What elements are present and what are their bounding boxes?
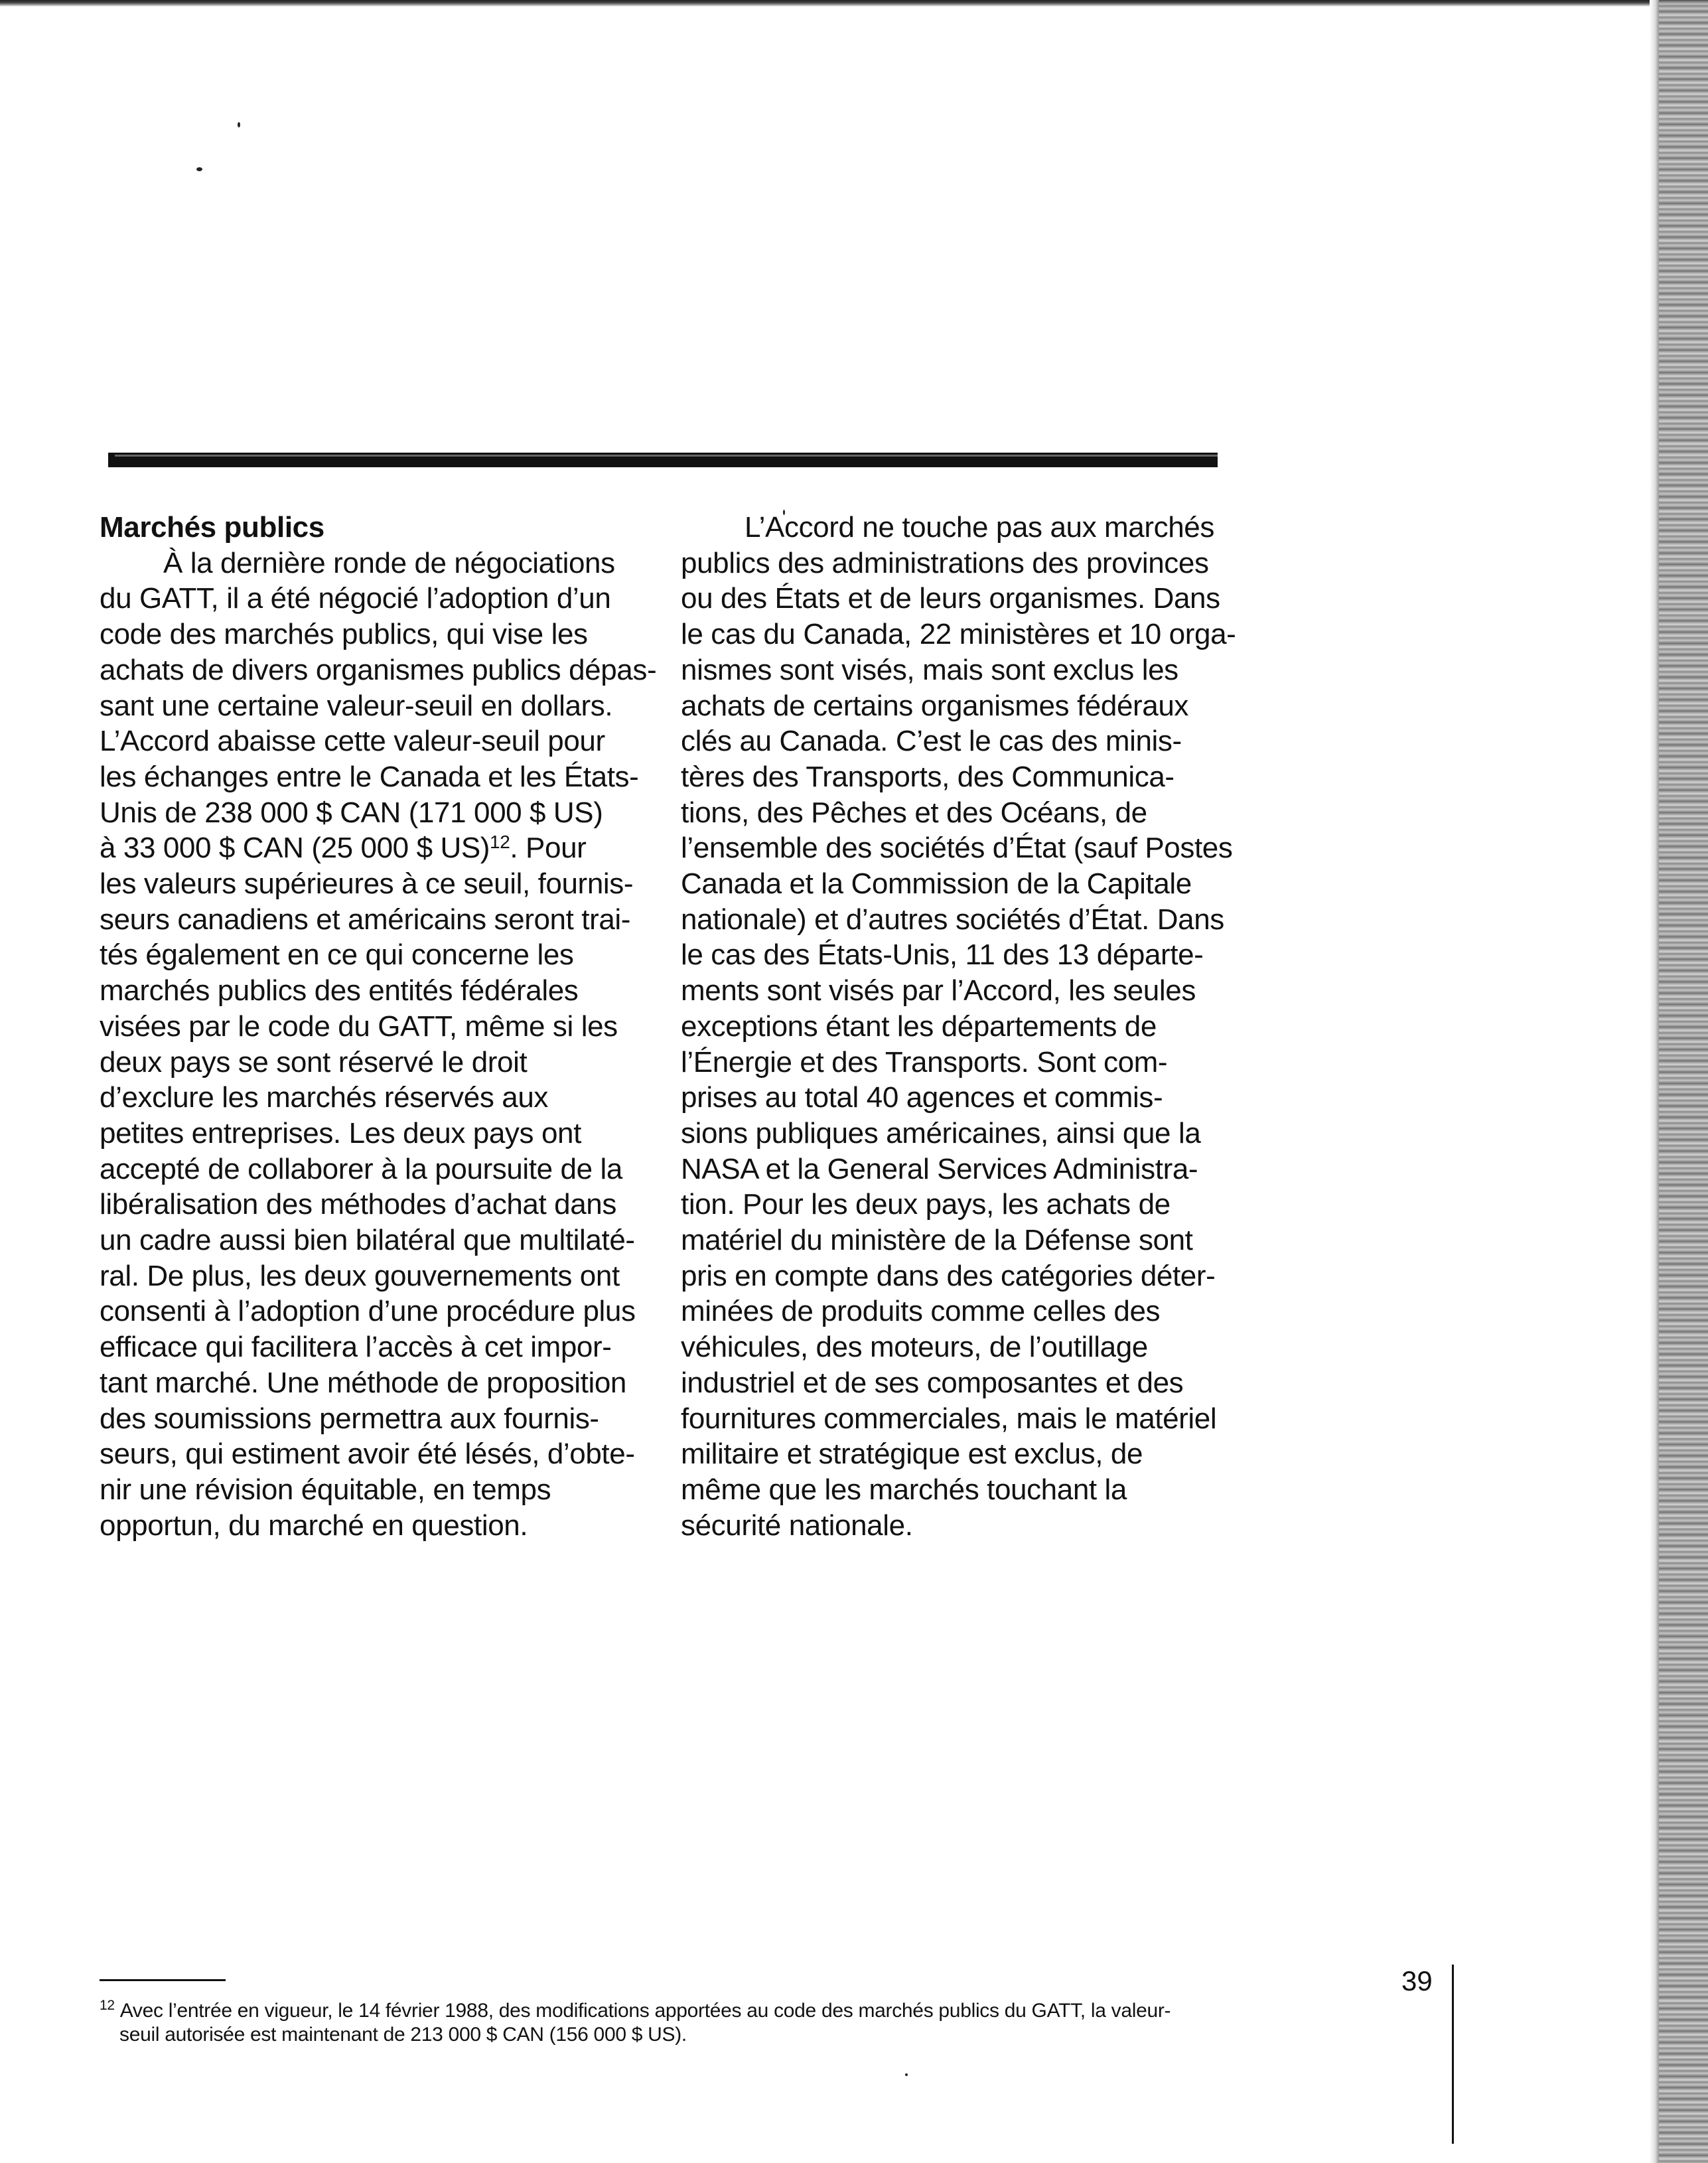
page-number: 39 — [1401, 1965, 1433, 1996]
header-rule — [108, 453, 1218, 467]
text-line-with-footnote-ref — [100, 830, 650, 866]
text-line: consenti à l’adoption d’une procédure plus — [100, 1295, 636, 1328]
text-line: minées de produits comme celles des — [681, 1295, 1161, 1328]
text-line: militaire et stratégique est exclus, de — [681, 1438, 1143, 1471]
scan-binding-edge — [1659, 0, 1708, 2163]
text-line: sant une certaine valeur-seuil en dollars. — [100, 689, 613, 722]
text-line: tion. Pour les deux pays, les achats de — [681, 1188, 1171, 1221]
text-line: véhicules, des moteurs, de l’outillage — [681, 1331, 1148, 1364]
footnote-ref: 12 — [490, 832, 510, 853]
text-line: prises au total 40 agences et commis- — [681, 1081, 1163, 1114]
text-line: achats de certains organismes fédéraux — [681, 689, 1189, 722]
text-line: pris en compte dans des catégories déter- — [681, 1259, 1216, 1292]
text-line: Canada et la Commission de la Capitale — [681, 867, 1192, 901]
text-line: seurs, qui estiment avoir été lésés, d’obte- — [100, 1438, 635, 1471]
text-line: L’Accord ne touche pas aux marchés — [745, 511, 1214, 544]
text-line: le cas du Canada, 22 ministères et 10 orga- — [681, 618, 1236, 651]
text-line: sions publiques américaines, ainsi que la — [681, 1116, 1201, 1150]
text-line: le cas des États-Unis, 11 des 13 départe- — [681, 938, 1204, 972]
text-line: clés au Canada. C’est le cas des minis- — [681, 725, 1182, 758]
scan-page-shadow — [1650, 0, 1659, 2163]
text-line: marchés publics des entités fédérales — [100, 974, 579, 1007]
text-line: ments sont visés par l’Accord, les seules — [681, 974, 1196, 1007]
text-line: exceptions étant les départements de — [681, 1009, 1157, 1043]
text-line: petites entreprises. Les deux pays ont — [100, 1116, 581, 1150]
text-line: seurs canadiens et américains seront trai- — [100, 903, 631, 936]
text-line: visées par le code du GATT, même si les — [100, 1009, 618, 1043]
text-line: publics des administrations des provinces — [681, 546, 1209, 579]
footnote-number: 12 — [100, 1998, 115, 2013]
text-line: tés également en ce qui concerne les — [100, 938, 574, 972]
footnote — [100, 1999, 1228, 2047]
text-line: un cadre aussi bien bilatéral que multilaté- — [100, 1224, 635, 1257]
footnote-text: Avec l’entrée en vigueur, le 14 février 1988, des modifications apportées au code des marchés publics du GATT, la valeur- — [119, 2000, 1171, 2022]
text-line: tant marché. Une méthode de proposition — [100, 1366, 626, 1399]
text-line: deux pays se sont réservé le droit — [100, 1045, 528, 1079]
text-line: accepté de collaborer à la poursuite de la — [100, 1152, 622, 1185]
left-column — [100, 510, 657, 1543]
right-column — [681, 510, 1236, 1543]
text-line: achats de divers organismes publics dépas- — [100, 653, 657, 686]
text-line: ral. De plus, les deux gouvernements ont — [100, 1259, 620, 1292]
text-line: même que les marchés touchant la — [681, 1473, 1127, 1506]
text-line: nismes sont visés, mais sont exclus les — [681, 653, 1178, 686]
page-margin-bar — [1452, 1965, 1454, 2144]
text-line: les valeurs supérieures à ce seuil, fournis- — [100, 867, 634, 901]
text-line: code des marchés publics, qui vise les — [100, 618, 588, 651]
scan-speck — [196, 167, 202, 171]
text-line: les échanges entre le Canada et les États- — [100, 760, 639, 793]
scan-speck — [905, 2073, 908, 2076]
text-line: nationale) et d’autres sociétés d’État. Dans — [681, 903, 1224, 936]
text-line: matériel du ministère de la Défense sont — [681, 1224, 1193, 1257]
text-line: des soumissions permettra aux fournis- — [100, 1402, 599, 1435]
text-line: À la dernière ronde de négociations — [163, 546, 615, 579]
text-line: L’Accord abaisse cette valeur-seuil pour — [100, 725, 605, 758]
footnote-line — [100, 1999, 1228, 2023]
text-line: fournitures commerciales, mais le matériel — [681, 1402, 1217, 1435]
text-line: industriel et de ses composantes et des — [681, 1366, 1184, 1399]
footnote-line: seuil autorisée est maintenant de 213 000 $ CAN (156 000 $ US). — [119, 2024, 687, 2046]
scan-speck — [238, 122, 240, 127]
text-line: Unis de 238 000 $ CAN (171 000 $ US) — [100, 796, 603, 829]
text-line: du GATT, il a été négocié l’adoption d’un — [100, 582, 611, 615]
text-fragment: à 33 000 $ CAN (25 000 $ US) — [100, 832, 490, 865]
text-line: tères des Transports, des Communica- — [681, 760, 1174, 793]
text-fragment: . Pour — [510, 832, 587, 865]
text-line: tions, des Pêches et des Océans, de — [681, 796, 1147, 829]
text-line: opportun, du marché en question. — [100, 1509, 528, 1542]
text-line: ou des États et de leurs organismes. Dans — [681, 582, 1220, 615]
text-line: libéralisation des méthodes d’achat dans — [100, 1188, 616, 1221]
text-line: efficace qui facilitera l’accès à cet impor- — [100, 1331, 612, 1364]
text-line: nir une révision équitable, en temps — [100, 1473, 551, 1506]
text-line: l’Énergie et des Transports. Sont com- — [681, 1045, 1168, 1079]
footnote-rule — [100, 1979, 226, 1981]
text-line: sécurité nationale. — [681, 1509, 913, 1542]
text-line: d’exclure les marchés réservés aux — [100, 1081, 549, 1114]
section-heading: Marchés publics — [100, 511, 324, 544]
scan-top-edge — [0, 0, 1708, 7]
text-line: NASA et la General Services Administra- — [681, 1152, 1198, 1185]
text-line: l’ensemble des sociétés d’État (sauf Postes — [681, 832, 1233, 865]
